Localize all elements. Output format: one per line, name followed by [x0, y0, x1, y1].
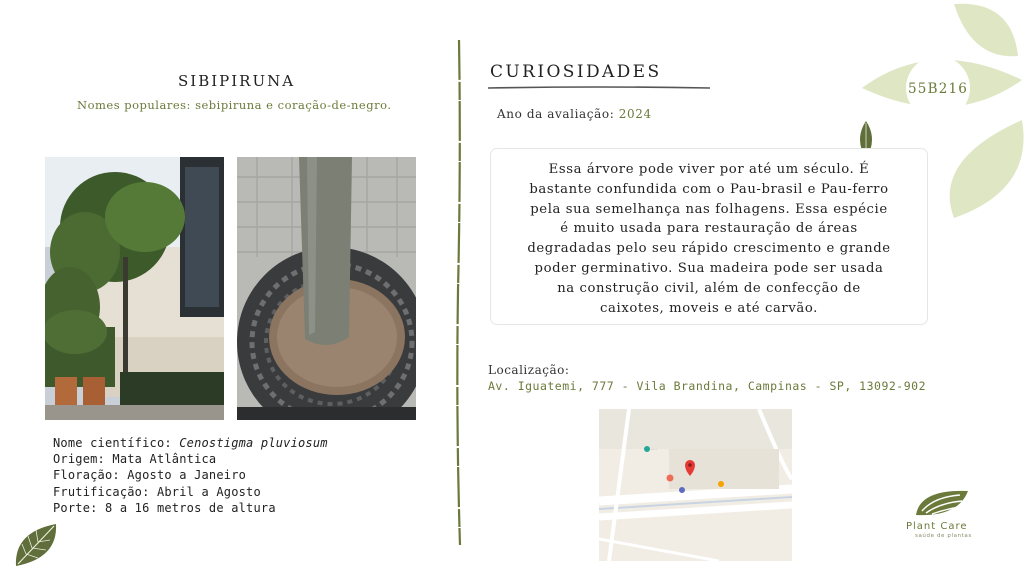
flowering: Floração: Agosto a Janeiro [53, 468, 247, 483]
popular-names: Nomes populares: sebipiruna e coração-de-negro. [77, 98, 392, 112]
curiosities-line: caixotes, moveis e até carvão. [600, 300, 818, 316]
plant-facts [53, 435, 328, 516]
fruiting: Frutificação: Abril a Agosto [53, 484, 261, 499]
leaf-decoration-top-right-icon [862, 0, 1024, 222]
curiosities-title: CURIOSIDADES [490, 62, 662, 82]
curiosities-text [500, 160, 918, 318]
brand-tagline: saúde de plantas [915, 533, 972, 539]
curiosities-line: na construção civil, além de confecção de [557, 280, 861, 296]
year-value: 2024 [618, 107, 652, 121]
tree-photo [45, 157, 224, 420]
evaluation-year [497, 107, 652, 121]
location-label: Localização: [488, 363, 570, 377]
trunk-grate-photo [237, 157, 416, 420]
svg-text:·····: ····· [651, 448, 657, 452]
curiosities-line: é muito usada para restauração de áreas [560, 221, 858, 237]
vertical-divider [455, 40, 463, 545]
year-label: Ano da avaliação: [497, 107, 619, 121]
leaf-decoration-bottom-left-icon [12, 522, 60, 570]
scientific-name-label: Nome científico: [53, 436, 180, 450]
scientific-name: Cenostigma pluviosum [179, 436, 328, 450]
plant-care-logo-icon [914, 487, 970, 519]
location-address: Av. Iguatemi, 777 - Vila Brandina, Campinas - SP, 13092-902 [488, 379, 926, 393]
brand-name: Plant Care [906, 521, 968, 532]
scientific-name-row [53, 435, 328, 451]
curiosities-line: poder germinativo. Sua madeira pode ser usada [534, 260, 884, 276]
plant-title: SIBIPIRUNA [178, 72, 296, 90]
origin: Origem: Mata Atlântica [53, 452, 217, 467]
curiosities-line: degradadas pelo seu rápido crescimento e grande [527, 241, 891, 257]
tree-code: 55B216 [908, 81, 969, 97]
curiosities-line: Essa árvore pode viver por até um século. É [548, 162, 870, 177]
title-underline [488, 84, 710, 92]
tree-size: Porte: 8 a 16 metros de altura [53, 500, 276, 515]
curiosities-line: pela sua semelhança nas folhagens. Essa espécie [530, 201, 888, 217]
location-map[interactable] [599, 409, 792, 561]
curiosities-line: bastante confundida com o Pau-brasil e Pau-ferro [529, 181, 889, 197]
